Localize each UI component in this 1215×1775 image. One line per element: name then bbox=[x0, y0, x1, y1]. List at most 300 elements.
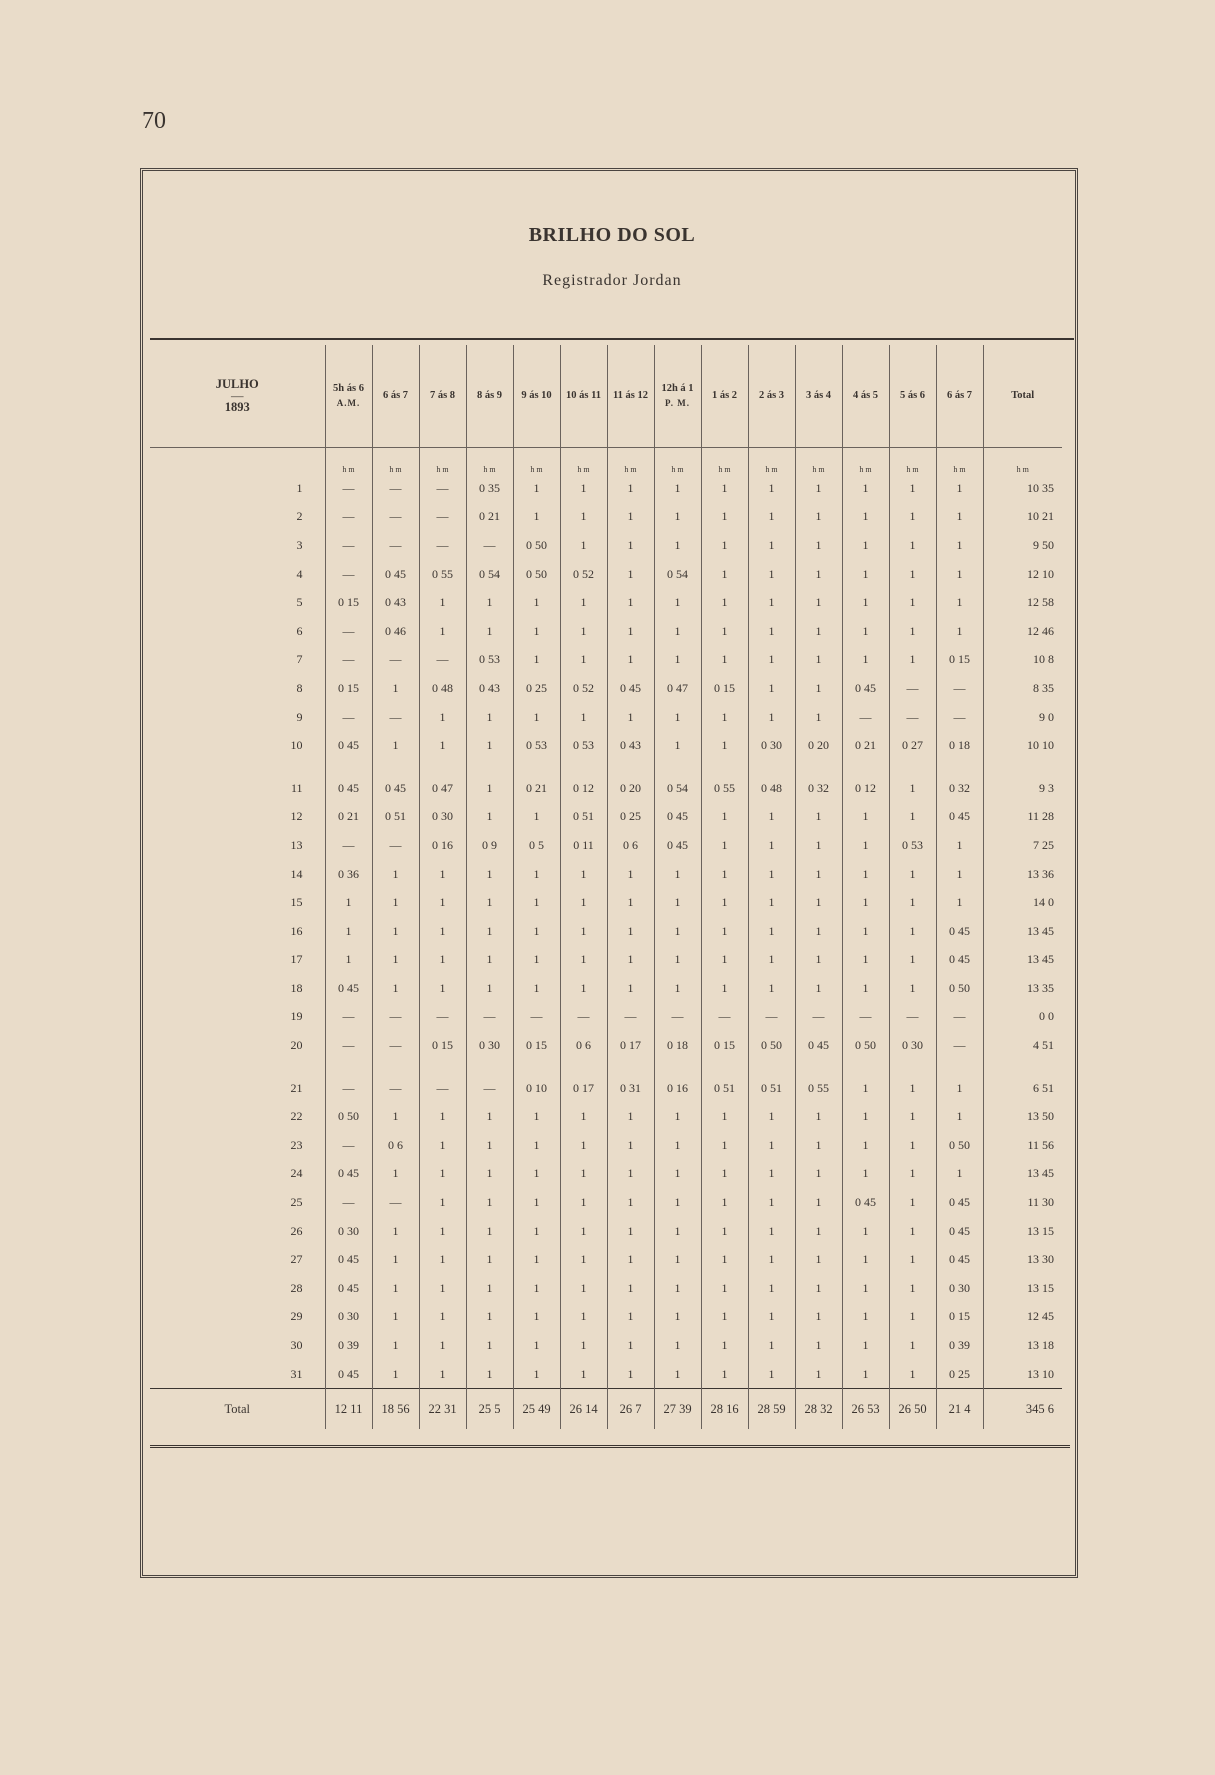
hour-cell: 0 20 bbox=[607, 774, 654, 803]
hour-cell: 1 bbox=[466, 1331, 513, 1360]
hour-cell: 0 10 bbox=[513, 1074, 560, 1103]
hour-cell: — bbox=[325, 1074, 372, 1103]
hour-cell: 0 31 bbox=[607, 1074, 654, 1103]
hour-cell: 1 bbox=[889, 1131, 936, 1160]
row-total-cell: 13 50 bbox=[983, 1102, 1062, 1131]
hour-cell: 1 bbox=[842, 1217, 889, 1246]
hour-cell: 1 bbox=[842, 503, 889, 532]
row-total-cell: 11 30 bbox=[983, 1188, 1062, 1217]
table-row bbox=[150, 588, 1062, 617]
hour-cell: 0 45 bbox=[936, 946, 983, 975]
hour-cell: 1 bbox=[936, 831, 983, 860]
row-total-cell: 13 30 bbox=[983, 1245, 1062, 1274]
hour-cell: 1 bbox=[419, 617, 466, 646]
gap-cell bbox=[983, 1060, 1062, 1074]
hour-cell: 0 50 bbox=[513, 560, 560, 589]
column-header bbox=[701, 345, 748, 448]
hour-cell: 1 bbox=[748, 1131, 795, 1160]
hour-cell: 0 16 bbox=[654, 1074, 701, 1103]
hour-cell: 1 bbox=[466, 860, 513, 889]
hour-cell: 1 bbox=[466, 1217, 513, 1246]
hour-cell: 1 bbox=[748, 588, 795, 617]
hour-cell: 1 bbox=[795, 1131, 842, 1160]
table-row bbox=[150, 803, 1062, 832]
row-total-cell: 6 51 bbox=[983, 1074, 1062, 1103]
gap-cell bbox=[466, 760, 513, 774]
day-cell: 23 bbox=[290, 1137, 303, 1152]
column-header bbox=[513, 345, 560, 448]
hour-cell: — bbox=[372, 703, 419, 732]
hour-cell: — bbox=[466, 531, 513, 560]
day-cell: 27 bbox=[290, 1252, 303, 1267]
column-header-label: 2 ás 3 bbox=[758, 390, 785, 402]
hour-cell: 1 bbox=[889, 1245, 936, 1274]
hour-cell: 0 43 bbox=[607, 731, 654, 760]
hour-cell: 1 bbox=[513, 917, 560, 946]
hour-cell: 1 bbox=[513, 1303, 560, 1332]
hour-cell: 1 bbox=[701, 1331, 748, 1360]
hour-cell: 1 bbox=[701, 974, 748, 1003]
hour-cell: — bbox=[936, 674, 983, 703]
hour-cell: 0 25 bbox=[936, 1360, 983, 1389]
gap-cell bbox=[419, 760, 466, 774]
day-cell: 21 bbox=[290, 1080, 303, 1095]
hour-cell: 1 bbox=[889, 1217, 936, 1246]
hour-cell: 0 30 bbox=[419, 803, 466, 832]
column-header bbox=[983, 345, 1062, 448]
day-cell: 13 bbox=[290, 837, 303, 852]
hour-cell: 0 5 bbox=[513, 831, 560, 860]
units-spacer bbox=[150, 448, 325, 475]
column-header-period: P. M. bbox=[665, 397, 690, 408]
hour-cell: 1 bbox=[795, 703, 842, 732]
column-total-cell: 18 56 bbox=[372, 1389, 419, 1430]
hour-cell: 1 bbox=[795, 974, 842, 1003]
hour-cell: 1 bbox=[889, 1160, 936, 1189]
hour-cell: 1 bbox=[842, 1102, 889, 1131]
hour-cell: 0 45 bbox=[325, 1160, 372, 1189]
hour-cell: 1 bbox=[372, 1274, 419, 1303]
hour-cell: 1 bbox=[419, 946, 466, 975]
hour-cell: — bbox=[372, 831, 419, 860]
table-subtitle: Registrador Jordan bbox=[542, 272, 682, 289]
hour-cell: 0 21 bbox=[842, 731, 889, 760]
column-total-cell: 25 5 bbox=[466, 1389, 513, 1430]
hour-cell: 1 bbox=[889, 1188, 936, 1217]
hour-cell: — bbox=[889, 1003, 936, 1032]
gap-cell bbox=[842, 760, 889, 774]
grand-total-cell: 345 6 bbox=[983, 1389, 1062, 1430]
table-row bbox=[150, 1102, 1062, 1131]
column-total-cell: 21 4 bbox=[936, 1389, 983, 1430]
hour-cell: 1 bbox=[419, 1188, 466, 1217]
day-cell: 5 bbox=[296, 595, 303, 610]
hour-cell: 1 bbox=[560, 1303, 607, 1332]
hour-cell: 1 bbox=[748, 946, 795, 975]
hour-cell: 1 bbox=[795, 1331, 842, 1360]
row-total-cell: 10 8 bbox=[983, 646, 1062, 675]
total-row bbox=[150, 1389, 1062, 1430]
hour-cell: 1 bbox=[889, 1360, 936, 1389]
row-total-cell: 10 10 bbox=[983, 731, 1062, 760]
row-total-cell: 14 0 bbox=[983, 888, 1062, 917]
column-total-cell: 25 49 bbox=[513, 1389, 560, 1430]
day-cell: 2 bbox=[296, 509, 303, 524]
hour-cell: 1 bbox=[842, 917, 889, 946]
hour-cell: — bbox=[795, 1003, 842, 1032]
hour-cell: 1 bbox=[842, 646, 889, 675]
hour-cell: 0 20 bbox=[795, 731, 842, 760]
hour-cell: 1 bbox=[607, 946, 654, 975]
hour-cell: 1 bbox=[889, 860, 936, 889]
hour-cell: 0 21 bbox=[513, 774, 560, 803]
hour-cell: 1 bbox=[560, 860, 607, 889]
hour-cell: 0 17 bbox=[560, 1074, 607, 1103]
gap-cell bbox=[795, 1060, 842, 1074]
hour-cell: 1 bbox=[889, 646, 936, 675]
gap-cell bbox=[513, 1060, 560, 1074]
hour-cell: 1 bbox=[513, 974, 560, 1003]
hour-cell: 1 bbox=[372, 1217, 419, 1246]
hour-cell: 1 bbox=[748, 617, 795, 646]
gap-cell bbox=[889, 1060, 936, 1074]
column-header-label: Total bbox=[1011, 390, 1035, 402]
hour-cell: 1 bbox=[701, 1188, 748, 1217]
hour-cell: 1 bbox=[842, 588, 889, 617]
hour-cell: 0 32 bbox=[936, 774, 983, 803]
hour-cell: 1 bbox=[560, 1331, 607, 1360]
header-row bbox=[150, 345, 1062, 448]
hour-cell: 1 bbox=[560, 1102, 607, 1131]
hour-cell: 1 bbox=[701, 646, 748, 675]
hour-cell: 1 bbox=[889, 888, 936, 917]
table-row bbox=[150, 1331, 1062, 1360]
hour-cell: 1 bbox=[842, 1074, 889, 1103]
hour-cell: 1 bbox=[607, 1360, 654, 1389]
hour-cell: 1 bbox=[419, 1131, 466, 1160]
row-total-cell: 0 0 bbox=[983, 1003, 1062, 1032]
hour-cell: — bbox=[325, 531, 372, 560]
hour-cell: 1 bbox=[560, 588, 607, 617]
hour-cell: 1 bbox=[889, 917, 936, 946]
hour-cell: 1 bbox=[842, 474, 889, 503]
hour-cell: 0 43 bbox=[372, 588, 419, 617]
hour-cell: 1 bbox=[466, 888, 513, 917]
hour-cell: 1 bbox=[419, 1274, 466, 1303]
hour-cell: — bbox=[936, 1003, 983, 1032]
hour-cell: 1 bbox=[466, 617, 513, 646]
hour-cell: 1 bbox=[419, 1160, 466, 1189]
hour-cell: 0 48 bbox=[748, 774, 795, 803]
hour-cell: 0 43 bbox=[466, 674, 513, 703]
hour-cell: 1 bbox=[466, 946, 513, 975]
table-row bbox=[150, 531, 1062, 560]
day-cell: 31 bbox=[290, 1366, 303, 1381]
hour-cell: — bbox=[372, 1031, 419, 1060]
hour-cell: 1 bbox=[701, 731, 748, 760]
hour-cell: 1 bbox=[701, 588, 748, 617]
column-header-label: 4 ás 5 bbox=[852, 390, 879, 402]
row-total-cell: 9 0 bbox=[983, 703, 1062, 732]
gap-cell bbox=[936, 760, 983, 774]
hour-cell: 1 bbox=[372, 917, 419, 946]
hour-cell: — bbox=[372, 474, 419, 503]
hour-cell: 0 6 bbox=[560, 1031, 607, 1060]
hour-cell: 1 bbox=[419, 888, 466, 917]
hour-cell: 0 50 bbox=[936, 974, 983, 1003]
unit-label: h m bbox=[513, 448, 560, 475]
hour-cell: 0 36 bbox=[325, 860, 372, 889]
hour-cell: 1 bbox=[560, 474, 607, 503]
hour-cell: 0 50 bbox=[325, 1102, 372, 1131]
hour-cell: 1 bbox=[889, 1274, 936, 1303]
hour-cell: — bbox=[419, 646, 466, 675]
row-total-cell: 12 45 bbox=[983, 1303, 1062, 1332]
hour-cell: 1 bbox=[936, 1102, 983, 1131]
hour-cell: 1 bbox=[795, 1217, 842, 1246]
hour-cell: 1 bbox=[842, 1303, 889, 1332]
hour-cell: 1 bbox=[419, 588, 466, 617]
hour-cell: 1 bbox=[842, 860, 889, 889]
column-header-label: 12h á 1 bbox=[661, 383, 694, 395]
hour-cell: 0 45 bbox=[795, 1031, 842, 1060]
hour-cell: 1 bbox=[889, 803, 936, 832]
hour-cell: — bbox=[701, 1003, 748, 1032]
hour-cell: 0 45 bbox=[936, 917, 983, 946]
day-cell: 18 bbox=[290, 980, 303, 995]
hour-cell: 1 bbox=[419, 1102, 466, 1131]
hour-cell: 0 51 bbox=[701, 1074, 748, 1103]
unit-label: h m bbox=[560, 448, 607, 475]
hour-cell: 1 bbox=[466, 774, 513, 803]
hour-cell: 0 15 bbox=[513, 1031, 560, 1060]
hour-cell: 1 bbox=[419, 1303, 466, 1332]
hour-cell: 1 bbox=[513, 888, 560, 917]
hour-cell: — bbox=[325, 703, 372, 732]
hour-cell: 1 bbox=[842, 1131, 889, 1160]
hour-cell: 1 bbox=[795, 531, 842, 560]
hour-cell: 1 bbox=[513, 946, 560, 975]
hour-cell: 1 bbox=[748, 1303, 795, 1332]
hour-cell: 1 bbox=[513, 617, 560, 646]
hour-cell: 1 bbox=[513, 503, 560, 532]
hour-cell: 0 9 bbox=[466, 831, 513, 860]
hour-cell: 0 35 bbox=[466, 474, 513, 503]
hour-cell: 1 bbox=[607, 503, 654, 532]
column-header bbox=[372, 345, 419, 448]
column-total-cell: 27 39 bbox=[654, 1389, 701, 1430]
row-total-cell: 13 45 bbox=[983, 946, 1062, 975]
hour-cell: 1 bbox=[748, 1245, 795, 1274]
column-header bbox=[795, 345, 842, 448]
hour-cell: 0 53 bbox=[466, 646, 513, 675]
column-header-label: 10 ás 11 bbox=[565, 390, 601, 402]
column-header-label: 7 ás 8 bbox=[429, 390, 456, 402]
column-header-label: 3 ás 4 bbox=[805, 390, 832, 402]
day-cell: 12 bbox=[290, 809, 303, 824]
hour-cell: 1 bbox=[654, 917, 701, 946]
hour-cell: — bbox=[325, 1188, 372, 1217]
table-title: BRILHO DO SOL bbox=[528, 224, 696, 246]
hour-cell: 1 bbox=[419, 860, 466, 889]
hour-cell: 1 bbox=[795, 1360, 842, 1389]
column-header-label: 9 ás 10 bbox=[521, 390, 552, 402]
column-header bbox=[607, 345, 654, 448]
hour-cell: 1 bbox=[748, 917, 795, 946]
hour-cell: 1 bbox=[795, 1102, 842, 1131]
hour-cell: 1 bbox=[607, 1245, 654, 1274]
hour-cell: — bbox=[325, 1131, 372, 1160]
hour-cell: 1 bbox=[607, 1331, 654, 1360]
hour-cell: 1 bbox=[889, 1102, 936, 1131]
row-total-cell: 12 46 bbox=[983, 617, 1062, 646]
day-cell: 3 bbox=[296, 537, 303, 552]
row-total-cell: 12 10 bbox=[983, 560, 1062, 589]
day-cell: 10 bbox=[290, 738, 303, 753]
row-total-cell: 12 58 bbox=[983, 588, 1062, 617]
hour-cell: — bbox=[560, 1003, 607, 1032]
hour-cell: 1 bbox=[701, 946, 748, 975]
hour-cell: 1 bbox=[513, 1160, 560, 1189]
hour-cell: 1 bbox=[889, 588, 936, 617]
hour-cell: 1 bbox=[842, 531, 889, 560]
unit-label: h m bbox=[842, 448, 889, 475]
hour-cell: 1 bbox=[889, 531, 936, 560]
hour-cell: 1 bbox=[795, 646, 842, 675]
table-row bbox=[150, 1303, 1062, 1332]
hour-cell: 1 bbox=[607, 1160, 654, 1189]
table-row bbox=[150, 646, 1062, 675]
hour-cell: 1 bbox=[372, 1303, 419, 1332]
day-cell: 30 bbox=[290, 1338, 303, 1353]
column-header bbox=[560, 345, 607, 448]
hour-cell: 0 50 bbox=[513, 531, 560, 560]
table-row bbox=[150, 917, 1062, 946]
hour-cell: 1 bbox=[607, 1131, 654, 1160]
hour-cell: — bbox=[654, 1003, 701, 1032]
hour-cell: 1 bbox=[372, 1245, 419, 1274]
hour-cell: 1 bbox=[795, 1303, 842, 1332]
hour-cell: — bbox=[372, 1074, 419, 1103]
column-total-cell: 26 50 bbox=[889, 1389, 936, 1430]
column-header bbox=[748, 345, 795, 448]
column-header-label: 1 ás 2 bbox=[711, 390, 738, 402]
hour-cell: 1 bbox=[419, 731, 466, 760]
hour-cell: 1 bbox=[889, 1074, 936, 1103]
hour-cell: 1 bbox=[654, 1331, 701, 1360]
hour-cell: 1 bbox=[795, 946, 842, 975]
hour-cell: 1 bbox=[748, 560, 795, 589]
hour-cell: 0 45 bbox=[936, 803, 983, 832]
column-header-label: 11 ás 12 bbox=[612, 390, 648, 402]
hour-cell: 0 50 bbox=[936, 1131, 983, 1160]
hour-cell: 1 bbox=[701, 531, 748, 560]
hour-cell: 0 45 bbox=[325, 974, 372, 1003]
hour-cell: 1 bbox=[889, 946, 936, 975]
column-total-cell: 12 11 bbox=[325, 1389, 372, 1430]
column-header-label: 8 ás 9 bbox=[476, 390, 503, 402]
gap-cell bbox=[748, 1060, 795, 1074]
hour-cell: 1 bbox=[513, 1331, 560, 1360]
hour-cell: — bbox=[372, 1188, 419, 1217]
hour-cell: 1 bbox=[748, 674, 795, 703]
hour-cell: 0 51 bbox=[560, 803, 607, 832]
hour-cell: 0 53 bbox=[560, 731, 607, 760]
hour-cell: 0 32 bbox=[795, 774, 842, 803]
hour-cell: 1 bbox=[889, 1331, 936, 1360]
hour-cell: 0 46 bbox=[372, 617, 419, 646]
hour-cell: — bbox=[325, 503, 372, 532]
hour-cell: — bbox=[325, 617, 372, 646]
gap-cell bbox=[654, 1060, 701, 1074]
hour-cell: 1 bbox=[701, 1274, 748, 1303]
table-row bbox=[150, 1274, 1062, 1303]
hour-cell: 1 bbox=[654, 1274, 701, 1303]
hour-cell: 0 30 bbox=[748, 731, 795, 760]
day-cell: 20 bbox=[290, 1038, 303, 1053]
hour-cell: 1 bbox=[842, 946, 889, 975]
column-header-label: 5 ás 6 bbox=[899, 390, 926, 402]
hour-cell: 1 bbox=[466, 1160, 513, 1189]
row-total-cell: 13 15 bbox=[983, 1217, 1062, 1246]
hour-cell: 1 bbox=[842, 560, 889, 589]
hour-cell: 1 bbox=[654, 588, 701, 617]
row-total-cell: 10 35 bbox=[983, 474, 1062, 503]
hour-cell: 1 bbox=[513, 1102, 560, 1131]
hour-cell: 1 bbox=[513, 1245, 560, 1274]
column-header bbox=[325, 345, 372, 448]
hour-cell: 1 bbox=[748, 474, 795, 503]
table-row bbox=[150, 731, 1062, 760]
column-total-cell: 28 16 bbox=[701, 1389, 748, 1430]
hour-cell: 1 bbox=[372, 731, 419, 760]
page-number: 70 bbox=[142, 108, 166, 134]
hour-cell: 1 bbox=[560, 503, 607, 532]
column-header bbox=[842, 345, 889, 448]
unit-label: h m bbox=[419, 448, 466, 475]
hour-cell: 0 50 bbox=[748, 1031, 795, 1060]
hour-cell: 1 bbox=[372, 860, 419, 889]
hour-cell: 1 bbox=[466, 588, 513, 617]
hour-cell: 1 bbox=[654, 1131, 701, 1160]
hour-cell: 0 18 bbox=[654, 1031, 701, 1060]
hour-cell: 0 45 bbox=[842, 674, 889, 703]
hour-cell: 1 bbox=[560, 1217, 607, 1246]
row-total-cell: 13 10 bbox=[983, 1360, 1062, 1389]
hour-cell: 1 bbox=[795, 917, 842, 946]
units-row bbox=[150, 448, 1062, 475]
hour-cell: 1 bbox=[701, 1102, 748, 1131]
hour-cell: 0 54 bbox=[466, 560, 513, 589]
hour-cell: 1 bbox=[701, 1217, 748, 1246]
hour-cell: 1 bbox=[607, 646, 654, 675]
hour-cell: 1 bbox=[748, 1188, 795, 1217]
gap-cell bbox=[560, 760, 607, 774]
hour-cell: 1 bbox=[607, 888, 654, 917]
gap-cell bbox=[607, 1060, 654, 1074]
hour-cell: — bbox=[325, 560, 372, 589]
hour-cell: 1 bbox=[654, 860, 701, 889]
day-cell: 19 bbox=[290, 1009, 303, 1024]
hour-cell: 0 45 bbox=[936, 1245, 983, 1274]
hour-cell: 1 bbox=[842, 1331, 889, 1360]
hour-cell: 1 bbox=[466, 1102, 513, 1131]
hour-cell: 1 bbox=[889, 1303, 936, 1332]
hour-cell: 1 bbox=[842, 888, 889, 917]
hour-cell: 1 bbox=[560, 646, 607, 675]
row-total-cell: 11 56 bbox=[983, 1131, 1062, 1160]
hour-cell: — bbox=[419, 531, 466, 560]
